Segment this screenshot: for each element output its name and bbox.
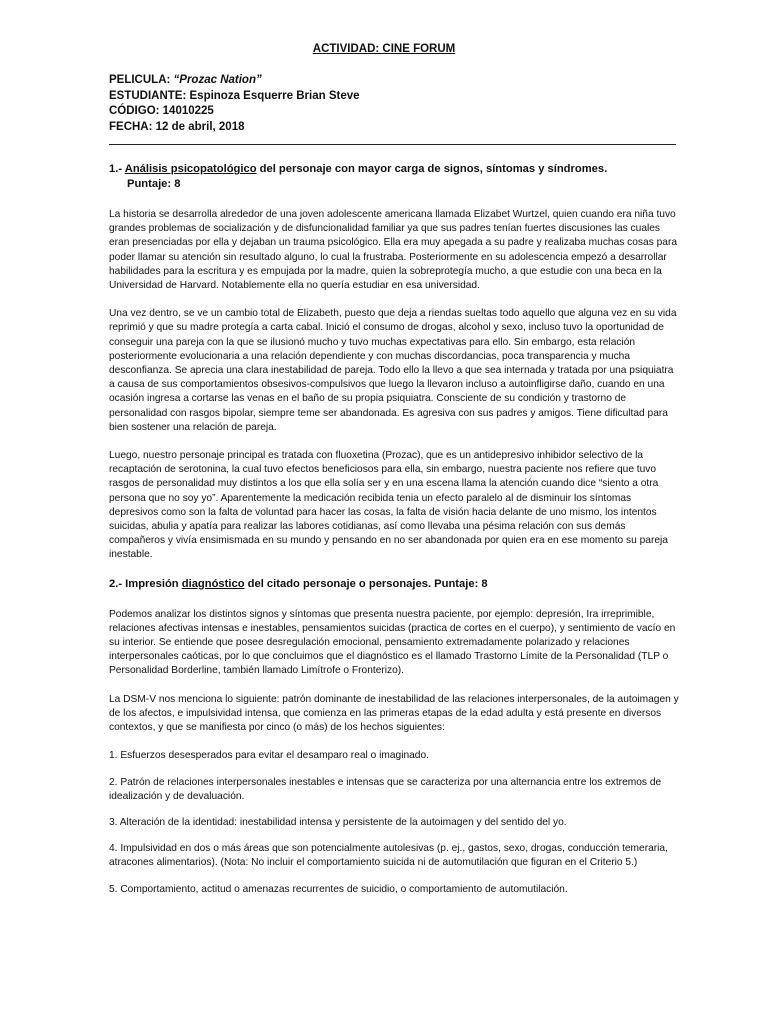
section1-underlined: Análisis psicopatológico — [124, 163, 257, 175]
film-line — [109, 73, 360, 89]
header-info — [109, 73, 360, 135]
criteria-item: 1. Esfuerzos desesperados para evitar el desamparo real o imaginado. — [109, 750, 429, 762]
criteria-item: 3. Alteración de la identidad: inestabilidad intensa y persistente de la autoimagen y del sentido del yo. — [109, 816, 567, 828]
section1-heading — [109, 162, 679, 192]
code-line: CÓDIGO: 14010225 — [109, 105, 214, 117]
section1-prefix: 1.- — [109, 163, 125, 175]
section2-heading — [109, 577, 679, 592]
horizontal-rule — [109, 144, 676, 145]
film-label: PELICULA: — [109, 74, 174, 86]
section1-paragraph: Luego, nuestro personaje principal es tratada con fluoxetina (Prozac), que es un antidepresivo inhibidor selectivo de la recaptación de serotonina, la cual tuvo efectos beneficiosos para ella, sin embargo, nuestra paciente nos refiere que tuvo rasgos de personalidad muy distintos a los que ella solía ser y en una escena llama la atención cuando dice “siento a otra persona que no soy yo”. Aparentemente la medicación recibida tenia un efecto paralelo al de disminuir los síntomas depresivos como son la falta de voluntad para hacer las cosas, la falta de visión hacia delante de uno mismo, los intentos suicidas, abulia y apatía para realizar las labores cotidianas, así como llevaba una pésima relación con sus demás compañeros y vivía ensimismada en su mundo y pensando en no ser abandonada por quien era en ese momento su pareja inestable. — [109, 450, 668, 561]
section1-score: Puntaje: 8 — [127, 178, 181, 190]
document-title: ACTIVIDAD: CINE FORUM — [312, 43, 456, 55]
criteria-item: 2. Patrón de relaciones interpersonales inestables e intensas que se caracteriza por una alternancia entre los extremos de idealización y de devaluación. — [109, 776, 662, 802]
section1-heading-rest: del personaje con mayor carga de signos, síntomas y síndromes. — [256, 163, 608, 175]
section1-paragraph: La historia se desarrolla alrededor de una joven adolescente americana llamada Elizabet Wurtzel, quien cuando era niña tuvo grandes problemas de socialización y de disfuncionalidad familiar ya que sus padres tenían fuertes discusiones las cuales eran presenciadas por ella y dejaban un trauma psicológico. Ella era muy apegada a su padre y realizaba muchas cosas para poder llamar su atención sin resultado alguno, lo cual la frustraba. Posteriormente en su adolescencia empezó a desarrollar habilidades para la escritura y es empujada por la madre, quien la sobreprotegía mucho, a que estudie con una beca en la Universidad de Harvard. Notablemente ella no quería estudiar en esa universidad. — [109, 209, 678, 292]
document-body — [109, 162, 679, 909]
section2-paragraph: Podemos analizar los distintos signos y síntomas que presenta nuestra paciente, por ejemplo: depresión, Ira irreprimible, relaciones afectivas intensas e inestables, pensamientos suicidas (practica de cortes en el cuerpo), y sentimiento de vacío en su interior. Se entiende que posee desregulación emocional, pensamiento extremadamente polarizado y relaciones interpersonales caóticas, por lo que concluimos que el diagnóstico es el llamado Trastorno Límite de la Personalidad (TLP o Personalidad Borderline, también llamado Limítrofe o Fronterizo). — [109, 608, 676, 677]
date-line: FECHA: 12 de abril, 2018 — [109, 120, 245, 133]
criteria-item: 4. Impulsividad en dos o más áreas que son potencialmente autolesivas (p. ej., gastos, sexo, drogas, conducción temeraria, atracones alimentarios). (Nota: No incluir el comportamiento suicida ni de automutilación que figuran en el Criterio 5.) — [109, 843, 668, 869]
section2-heading-rest: del citado personaje o personajes. Puntaje: 8 — [244, 577, 488, 590]
section1-paragraph: Una vez dentro, se ve un cambio total de Elizabeth, puesto que deja a riendas sueltas todo aquello que alguna vez en su vida reprimió y que su madre protegía a carta cabal. Inició el consumo de drogas, alcohol y sexo, incluso tuvo la oportunidad de conseguir una pareja con la que se ilusionó mucho y tuvo muchas expectativas para ello. Sin embargo, esta relación posteriormente evolucionaria a una relación dependiente y con muchas discordancias, poca transparencia y mucha desconfianza. Se aprecia una clara inestabilidad de pareja. Todo ello la llevo a que sea internada y tratada por una psiquiatra a causa de sus comportamientos obsesivos-compulsivos que luego la llevaron incluso a autoinfligirse daño, cuando en una ocasión ingresa a cortarse las venas en el baño de su propia psiquiatra. Consciente de su condición y trastorno de personalidad con rasgos bipolar, siempre teme ser abandonada. Es agresiva con sus padres y amigos. Tiene dificultad para bien sostener una relación de pareja. — [109, 308, 677, 433]
criteria-item: 5. Comportamiento, actitud o amenazas recurrentes de suicidio, o comportamiento de automutilación. — [109, 883, 568, 895]
criteria-list — [109, 749, 679, 896]
student-line: ESTUDIANTE: Espinoza Esquerre Brian Steve — [109, 89, 360, 102]
section2-prefix: 2.- Impresión — [109, 577, 182, 590]
section2-paragraph: La DSM-V nos menciona lo siguiente: patrón dominante de inestabilidad de las relaciones interpersonales, de la autoimagen y de los afectos, e impulsividad intensa, que comienza en las primeras etapas de la edad adulta y está presente en diversos contextos, y que se manifiesta por cinco (o más) de los hechos siguientes: — [109, 693, 679, 734]
film-title: “Prozac Nation” — [173, 74, 262, 86]
section2-underlined: diagnóstico — [181, 577, 245, 590]
